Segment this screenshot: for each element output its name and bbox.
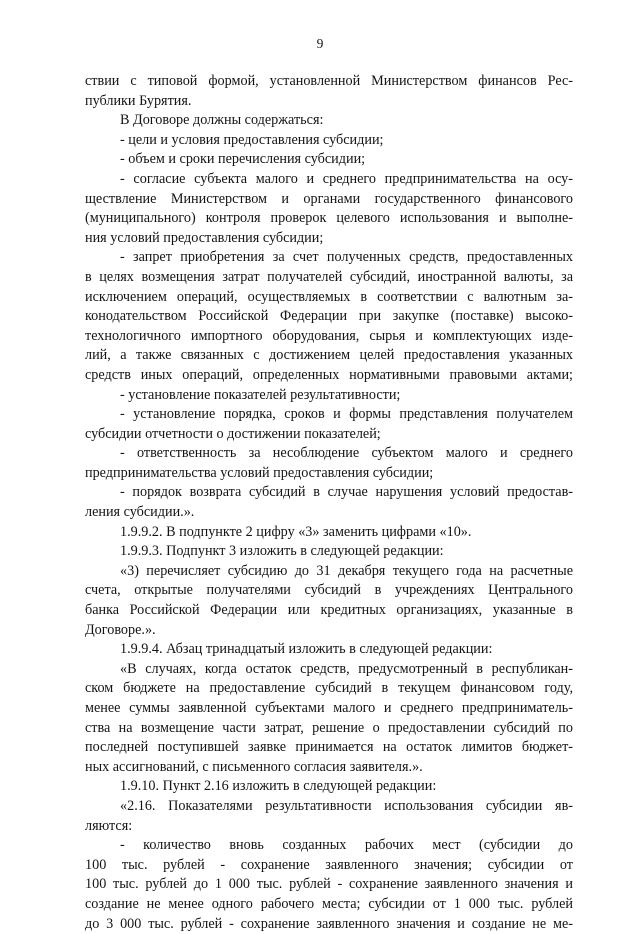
text-line: - установление показателей результативности; xyxy=(120,386,401,403)
text-line: 1.9.9.3. Подпункт 3 изложить в следующей редакции: xyxy=(120,543,444,560)
text-line: 1.9.10. Пункт 2.16 изложить в следующей редакции: xyxy=(120,778,437,795)
text-line: банка Российской Федерации или кредитных организациях, указанные в xyxy=(85,602,573,619)
text-line: ления субсидии.». xyxy=(85,504,195,521)
text-line: 1.9.9.2. В подпункте 2 цифру «3» заменить цифрами «10». xyxy=(120,523,472,540)
text-line: создание не менее одного рабочего места; субсидии от 1 000 тыс. рублей xyxy=(85,895,573,912)
text-line: последней поступившей заявке принимается на остаток лимитов бюджет- xyxy=(85,739,573,756)
text-line: 1.9.9.4. Абзац тринадцатый изложить в следующей редакции: xyxy=(120,641,493,658)
text-line: предпринимательства условий предоставления субсидии; xyxy=(85,464,434,481)
text-line: конодательством Российской Федерации при закупке (поставке) высоко- xyxy=(85,308,573,325)
text-line: 100 тыс. рублей - сохранение заявленного значения; субсидии от xyxy=(85,856,573,873)
text-line: «В случаях, когда остаток средств, предусмотренный в республикан- xyxy=(120,660,573,677)
text-line: - объем и сроки перечисления субсидии; xyxy=(120,151,366,168)
text-line: ствии с типовой формой, установленной Министерством финансов Рес- xyxy=(85,73,573,89)
text-line: - цели и условия предоставления субсидии; xyxy=(120,131,384,148)
text-line: публики Бурятия. xyxy=(85,92,192,109)
text-line: (муниципального) контроля проверок целевого использования и выполне- xyxy=(85,210,573,227)
text-line: ществление Министерством и органами государственного финансового xyxy=(85,190,573,207)
text-line: ства на возмещение части затрат, решение о предоставлении субсидий по xyxy=(85,719,573,736)
text-line: - порядок возврата субсидий в случае нарушения условий предостав- xyxy=(120,484,573,501)
text-line: - количество вновь созданных рабочих мест (субсидии до xyxy=(120,837,573,854)
text-line: - ответственность за несоблюдение субъектом малого и среднего xyxy=(120,445,573,462)
text-line: В Договоре должны содержаться: xyxy=(120,112,324,129)
text-line: средств иных операций, определенных нормативными правовыми актами; xyxy=(85,366,573,383)
text-line: ляются: xyxy=(85,817,133,834)
text-line: - согласие субъекта малого и среднего предпринимательства на осу- xyxy=(120,170,573,187)
text-line: счета, открытые получателями субсидий в учреждениях Центрального xyxy=(85,582,573,599)
text-line: «3) перечисляет субсидию до 31 декабря текущего года на расчетные xyxy=(120,562,573,579)
text-line: Договоре.». xyxy=(85,621,156,638)
text-line: ния условий предоставления субсидии; xyxy=(85,229,324,246)
text-line: ных ассигнований, с письменного согласия заявителя.». xyxy=(85,758,423,775)
text-line: исключением операций, осуществляемых в соответствии с валютным за- xyxy=(85,288,573,305)
text-line: субсидии отчетности о достижении показателей; xyxy=(85,425,381,442)
document-body xyxy=(85,72,573,934)
text-line: в целях возмещения затрат получателей субсидий, иностранной валюты, за xyxy=(85,268,573,285)
text-line: до 3 000 тыс. рублей - сохранение заявленного значения и создание не ме- xyxy=(85,915,573,932)
text-line: менее суммы заявленной субъектами малого и среднего предприниматель- xyxy=(85,700,573,716)
text-line: - запрет приобретения за счет полученных средств, предоставленных xyxy=(120,249,573,266)
text-line: 100 тыс. рублей до 1 000 тыс. рублей - сохранение заявленного значения и xyxy=(85,876,573,893)
text-line: ском бюджете на предоставление субсидий в текущем финансовом году, xyxy=(85,680,573,697)
text-line: технологичного импортного оборудования, сырья и комплектующих изде- xyxy=(85,327,573,344)
text-line: лий, а также связанных с достижением целей предоставления указанных xyxy=(85,347,573,364)
page-number: 9 xyxy=(316,36,324,51)
text-line: «2.16. Показателями результативности использования субсидии яв- xyxy=(120,797,573,814)
text-line: - установление порядка, сроков и формы представления получателем xyxy=(120,406,573,423)
